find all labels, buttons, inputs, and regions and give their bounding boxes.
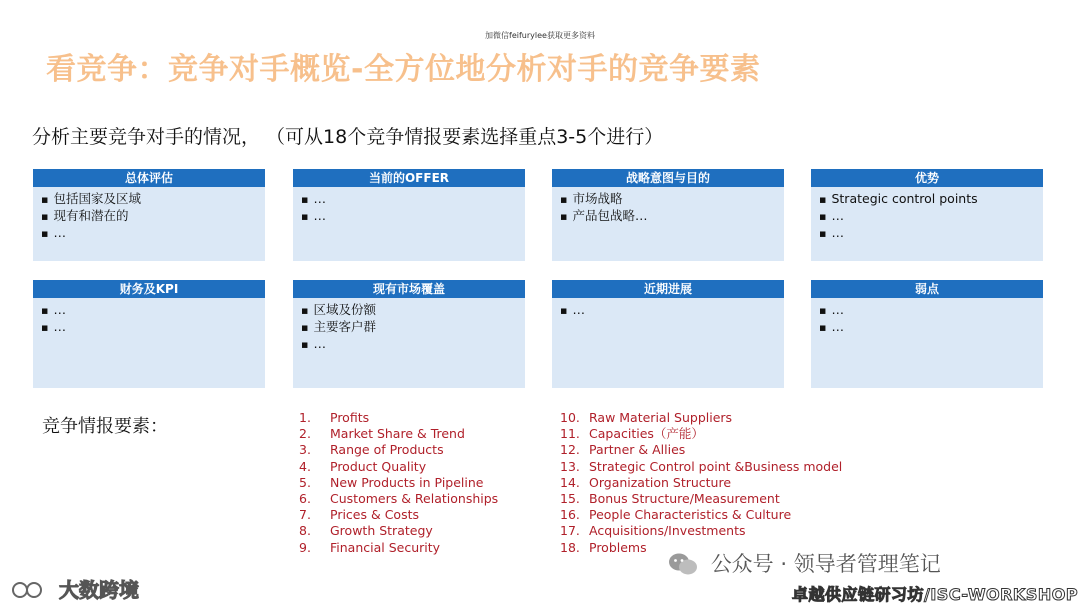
list-item: 18. Problems	[560, 539, 647, 555]
card-header: 财务及KPI	[33, 280, 265, 298]
card-finance-kpi	[33, 280, 265, 388]
card-market-coverage	[293, 280, 525, 388]
list-item: 12. Partner & Allies	[560, 442, 686, 458]
logo-watermark-left: 大数跨境	[12, 574, 139, 603]
card-strategic-intent	[552, 169, 784, 261]
card-header: 总体评估	[33, 169, 265, 187]
card-item: ▪ Strategic control points	[819, 191, 1043, 208]
card-item: ▪ …	[819, 225, 1043, 242]
top-note: 加微信feifurylee获取更多资料	[485, 31, 595, 40]
list-item: 16. People Characteristics & Culture	[560, 507, 792, 523]
card-item: ▪ …	[819, 302, 1043, 319]
list-item: 3. Range of Products	[299, 442, 444, 458]
card-item: ▪ …	[41, 225, 265, 242]
card-weaknesses	[811, 280, 1043, 388]
card-item: ▪ 包括国家及区域	[41, 191, 265, 208]
list-item: 14. Organization Structure	[560, 474, 732, 490]
card-recent-progress	[552, 280, 784, 388]
card-item: ▪ 市场战略	[560, 191, 784, 208]
list-item: 17. Acquisitions/Investments	[560, 523, 746, 539]
card-item: ▪ 主要客户群	[301, 319, 525, 336]
card-item: ▪ …	[41, 319, 265, 336]
list-item: 13. Strategic Control point &Business model	[560, 458, 843, 474]
list-item: 1. Profits	[299, 410, 370, 425]
card-header: 近期进展	[552, 280, 784, 298]
factors-list-right	[560, 410, 842, 556]
list-item: 5. New Products in Pipeline	[299, 474, 484, 490]
list-item: 7. Prices & Costs	[299, 507, 420, 523]
card-header: 现有市场覆盖	[293, 280, 525, 298]
card-item: ▪ …	[819, 208, 1043, 225]
list-item: 15. Bonus Structure/Measurement	[560, 490, 780, 506]
card-item: ▪ …	[41, 302, 265, 319]
card-item: ▪ 产品包战略…	[560, 208, 784, 225]
list-item: 2. Market Share & Trend	[299, 426, 465, 442]
card-item: ▪ 现有和潜在的	[41, 208, 265, 225]
card-current-offer	[293, 169, 525, 261]
list-item: 11. Capacities（产能）	[560, 426, 704, 442]
card-item: ▪ …	[301, 336, 525, 353]
card-item: ▪ …	[560, 302, 784, 319]
card-header: 弱点	[811, 280, 1043, 298]
list-item: 9. Financial Security	[299, 539, 441, 555]
card-item: ▪ 区域及份额	[301, 302, 525, 319]
card-item: ▪ …	[819, 319, 1043, 336]
card-header: 战略意图与目的	[552, 169, 784, 187]
factors-label: 竞争情报要素：	[42, 416, 168, 437]
logo-watermark-right: 卓越供应链研习坊/ISC-WORKSHOP	[792, 585, 1079, 604]
list-item: 10. Raw Material Suppliers	[560, 410, 733, 425]
card-item: ▪ …	[301, 208, 525, 225]
factors-list-left	[299, 410, 498, 556]
card-header: 当前的OFFER	[293, 169, 525, 187]
list-item: 6. Customers & Relationships	[299, 490, 499, 506]
logo-icon	[12, 578, 59, 602]
wechat-icon	[668, 552, 711, 576]
wechat-watermark: 公众号 · 领导者管理笔记	[668, 548, 941, 578]
subtitle: 分析主要竞争对手的情况， （可从18个竞争情报要素选择重点3-5个进行）	[32, 126, 664, 148]
card-header: 优势	[811, 169, 1043, 187]
card-strengths	[811, 169, 1043, 261]
page-title: 看竞争：竞争对手概览-全方位地分析对手的竞争要素	[46, 52, 761, 87]
list-item: 8. Growth Strategy	[299, 523, 433, 539]
list-item: 4. Product Quality	[299, 458, 427, 474]
card-overall-assessment	[33, 169, 265, 261]
card-item: ▪ …	[301, 191, 525, 208]
